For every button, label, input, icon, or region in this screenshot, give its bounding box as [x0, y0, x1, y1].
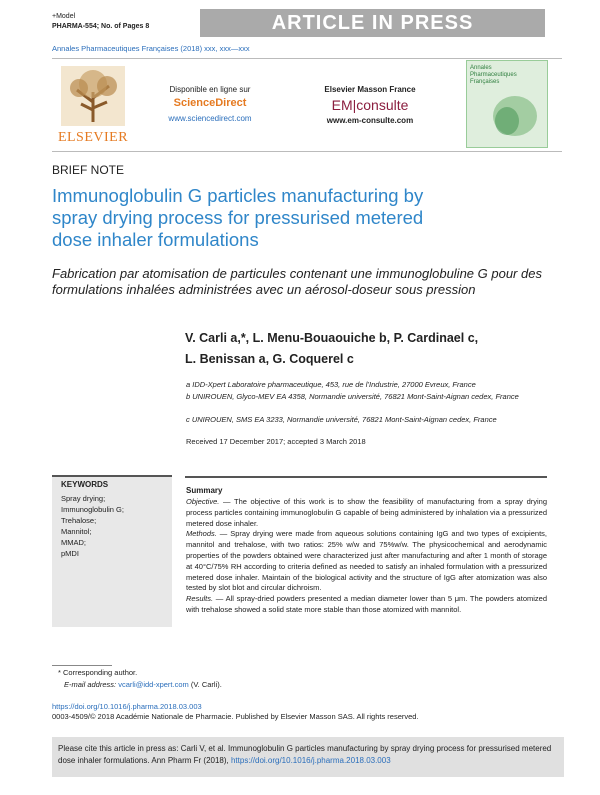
keyword-item: MMAD;	[61, 538, 86, 547]
elsevier-masson-label: Elsevier Masson France	[324, 85, 416, 94]
author-list	[185, 328, 515, 370]
copyright-line: 0003-4509/© 2018 Académie Nationale de Pharmacie. Published by Elsevier Masson SAS. All rights reserved.	[52, 712, 419, 721]
keyword-item: Mannitol;	[61, 527, 92, 536]
cover-title: Annales Pharmaceutiques Françaises	[470, 65, 517, 85]
summary-divider	[185, 476, 547, 478]
keyword-item: Trehalose;	[61, 516, 97, 525]
keywords-box	[52, 475, 172, 627]
elsevier-wordmark: ELSEVIER	[57, 130, 129, 145]
journal-citation[interactable]: Annales Pharmaceutiques Françaises (2018) xxx, xxx—xxx	[52, 44, 250, 53]
methods-text: — Spray drying were made from aqueous solutions containing IgG and two types of excipients, mannitol and trehalose, with two ratios: 25% w/w and 75%w/w. The physicochemical and aerodynamic properties of the powders obtained were characterized just after manufacturing and after 1 month of storage at 40°C/75% RH according to criteria defined as needed to satisfy an inhaled formulation with a pressurized metered dose inhaler. Maintain of the biological activity and the structure of IgG after atomization was also tested by slot blot and circular dichroism.	[186, 529, 547, 593]
email-footnote	[64, 680, 222, 689]
objective-label: Objective.	[186, 497, 220, 506]
article-ref	[52, 22, 149, 31]
affiliation-a: a IDD-Xpert Laboratoire pharmaceutique, 453, rue de l’Industrie, 27000 Evreux, France	[186, 380, 476, 389]
sciencedirect-label: Disponible en ligne sur	[169, 85, 251, 94]
footnote-divider	[52, 665, 112, 666]
corresponding-author-note: * Corresponding author.	[58, 668, 138, 677]
methods-label: Methods.	[186, 529, 217, 539]
citation-text: Please cite this article in press as: Carli V, et al. Immunoglobulin G particles manufacturing by spray drying process for pressurised metered dose inhaler formulations. Ann Pharm Fr (2018),	[58, 744, 552, 765]
objective-text: — The objective of this work is to show the feasibility of manufacturing from a spray drying process particles containing immunoglobulin G capable of being administered by inhalation via a pressurized metered dose inhaler.	[186, 497, 547, 528]
summary-body	[186, 497, 547, 616]
article-type: BRIEF NOTE	[52, 163, 125, 177]
summary-title: Summary	[186, 486, 223, 495]
page-count: No. of Pages 8	[101, 23, 150, 30]
article-in-press-banner: ARTICLE IN PRESS	[200, 9, 545, 37]
email-owner: (V. Carli).	[190, 680, 222, 689]
em-consulte-logo: EM|consulte	[331, 97, 409, 113]
affiliation-b: b UNIROUEN, Glyco-MEV EA 4358, Normandie université, 76821 Mont-Saint-Aignan cedex, France	[186, 392, 519, 401]
sciencedirect-name: ScienceDirect	[173, 97, 247, 109]
article-title: Immunoglobulin G particles manufacturing by spray drying process for pressurised metered dose inhaler formulations	[52, 185, 424, 250]
pharma-ref: PHARMA-554;	[52, 23, 100, 30]
keyword-item: pMDI	[61, 549, 79, 558]
results-text: — All spray-dried powders presented a median diameter lower than 5 μm. The powders atomized with trehalose showed a solid state more stable than those atomized with mannitol.	[186, 594, 547, 614]
keywords-title: KEYWORDS	[61, 480, 109, 489]
keyword-item: Immunoglobulin G;	[61, 505, 124, 514]
sciencedirect-link[interactable]: www.sciencedirect.com	[168, 114, 252, 123]
keywords-list	[61, 493, 124, 559]
results-label: Results.	[186, 594, 214, 604]
affiliation-c: c UNIROUEN, SMS EA 3233, Normandie université, 76821 Mont-Saint-Aignan cedex, France	[186, 415, 497, 424]
email-link[interactable]: vcarli@idd-xpert.com	[118, 680, 189, 689]
received-dates: Received 17 December 2017; accepted 3 March 2018	[186, 437, 366, 446]
journal-cover-thumbnail	[466, 60, 548, 148]
authors-line-2: L. Benissan a, G. Coquerel c	[185, 352, 354, 366]
model-label: +Model	[52, 13, 76, 20]
keyword-item: Spray drying;	[61, 494, 106, 503]
french-title: Fabrication par atomisation de particules contenant une immunoglobuline G pour des formulations inhalées administrées avec un aérosol-doseur sous pression	[52, 266, 542, 297]
doi-link[interactable]: https://doi.org/10.1016/j.pharma.2018.03.003	[52, 702, 202, 711]
citation-doi-link[interactable]: https://doi.org/10.1016/j.pharma.2018.03.003	[230, 756, 391, 765]
email-label: E-mail address:	[64, 680, 117, 689]
authors-line-1: V. Carli a,*, L. Menu-Bouaouiche b, P. Cardinael c,	[185, 331, 479, 345]
em-consulte-link[interactable]: www.em-consulte.com	[326, 116, 414, 125]
cover-illustration	[487, 91, 542, 141]
citation-box	[52, 737, 564, 777]
